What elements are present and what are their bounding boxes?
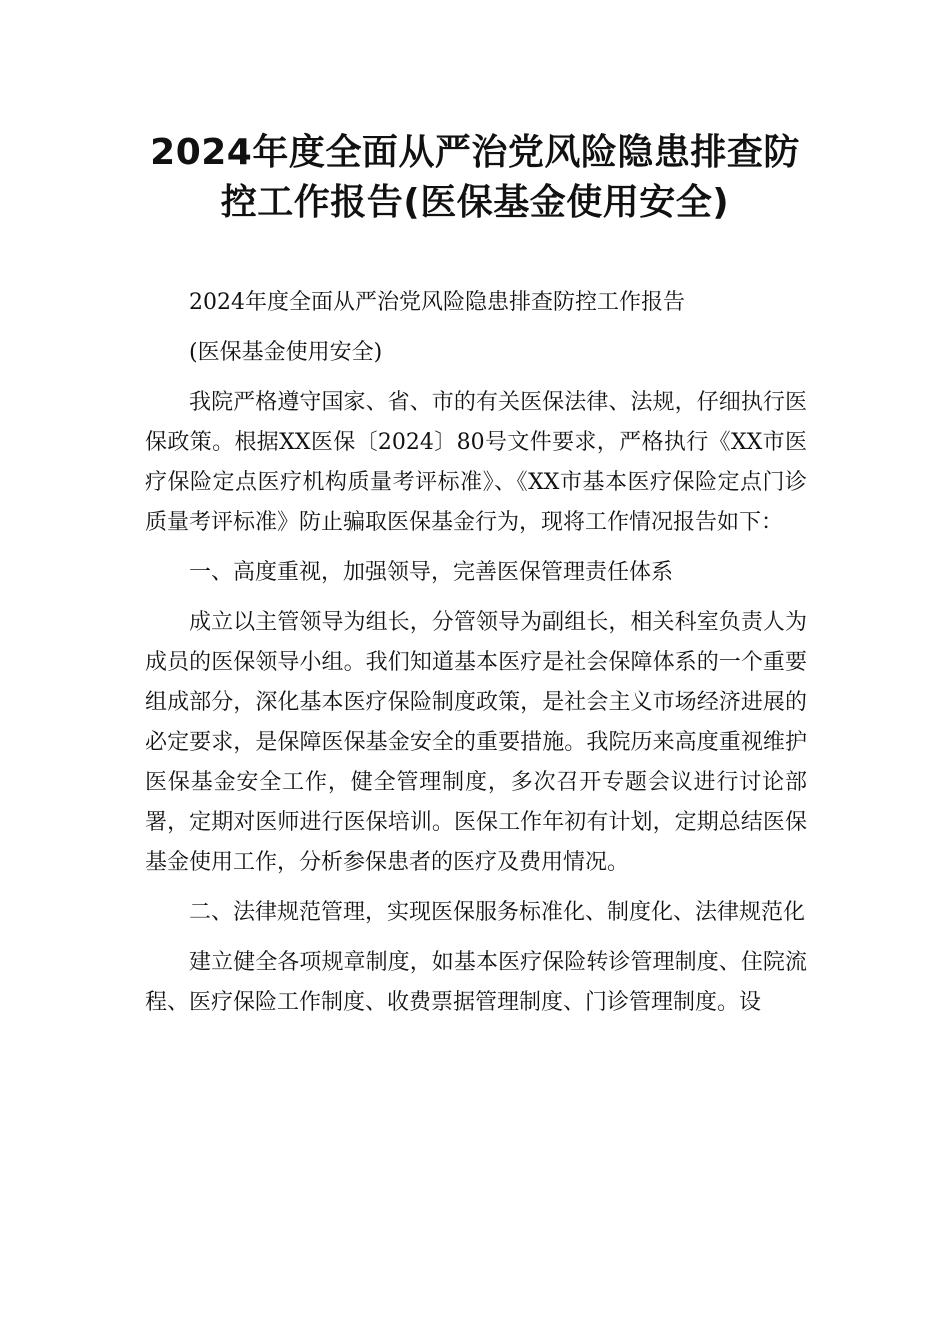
section-heading-1: 一、高度重视，加强领导，完善医保管理责任体系 <box>189 560 674 585</box>
body-paragraph: 建立健全各项规章制度，如基本医疗保险转诊管理制度、住院流程、医疗保险工作制度、收费票据管理制度、门诊管理制度。设 <box>145 950 807 1015</box>
title-line-2: 控工作报告(医保基金使用安全) <box>220 182 730 223</box>
document-title <box>100 128 850 228</box>
title-line-1: 2024年度全面从严治党风险隐患排查防 <box>150 132 800 173</box>
section-heading-2: 二、法律规范管理，实现医保服务标准化、制度化、法律规范化 <box>189 900 806 925</box>
body-paragraph: 成立以主管领导为组长，分管领导为副组长，相关科室负责人为成员的医保领导小组。我们知道基本医疗是社会保障体系的一个重要组成部分，深化基本医疗保险制度政策，是社会主义市场经济进展的必定要求，是保障医保基金安全的重要措施。我院历来高度重视维护医保基金安全工作，健全管理制度，多次召开专题会议进行讨论部署，定期对医师进行医保培训。医保工作年初有计划，定期总结医保基金使用工作，分析参保患者的医疗及费用情况。 <box>145 610 807 875</box>
subtitle-line-2: (医保基金使用安全) <box>189 340 383 365</box>
document-body <box>145 283 807 1033</box>
body-paragraph: 我院严格遵守国家、省、市的有关医保法律、法规，仔细执行医保政策。根据XX医保〔2024〕80号文件要求，严格执行《XX市医疗保险定点医疗机构质量考评标准》、《XX市基本医疗保险定点门诊质量考评标准》防止骗取医保基金行为，现将工作情况报告如下： <box>145 390 807 535</box>
subtitle-line-1: 2024年度全面从严治党风险隐患排查防控工作报告 <box>189 290 685 315</box>
